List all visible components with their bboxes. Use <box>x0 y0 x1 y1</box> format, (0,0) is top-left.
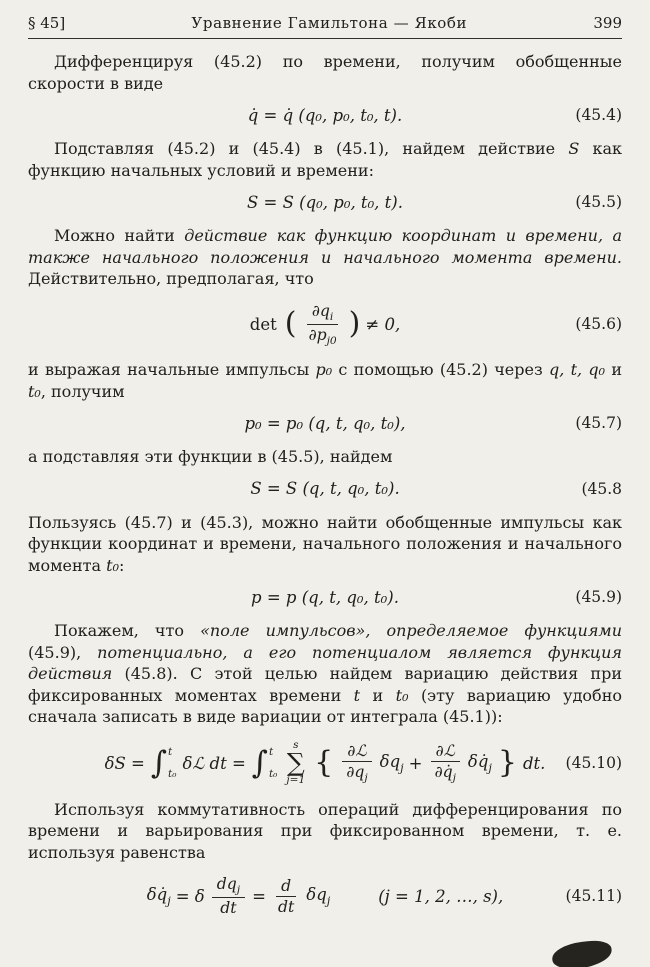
text-run: как функцию начальных условий и времени: <box>28 139 623 180</box>
equation-body <box>147 875 503 917</box>
paragraph-6 <box>28 512 622 577</box>
integral-symbol <box>151 745 177 781</box>
formula-text: dq <box>216 874 237 894</box>
text-run: «поле импульсов», определяемое функциями <box>200 621 622 641</box>
equation-number: (45.9) <box>575 588 622 607</box>
equation-45-5 <box>28 189 622 215</box>
paragraph-4 <box>28 359 622 402</box>
subscript: j <box>400 761 404 775</box>
formula-text: δS = <box>104 753 145 773</box>
paragraph-5 <box>28 446 622 468</box>
formula-text: ∂p <box>308 324 327 344</box>
formula-text: δq <box>306 885 327 905</box>
formula-text: S = S (q₀, p₀, t₀, t). <box>247 192 403 212</box>
equation-number: (45.4) <box>575 106 622 124</box>
fraction <box>273 877 299 916</box>
text-run: t₀ <box>106 555 119 575</box>
paragraph-8 <box>28 799 622 864</box>
fraction-denominator <box>341 762 372 784</box>
equation-body <box>248 106 403 125</box>
formula-text: ∂q̇ <box>434 761 453 781</box>
text-run: p₀ <box>315 360 333 380</box>
fraction-numerator: ∂ℒ <box>431 742 460 762</box>
formula-text: q̇ = q̇ (q₀, p₀, t₀, t). <box>247 105 403 125</box>
text-run: q, t, q₀ <box>549 360 606 380</box>
equation-45-10 <box>28 740 622 787</box>
upper-limit: t <box>168 746 173 759</box>
subscript: j <box>452 771 456 785</box>
equation-number: (45.11) <box>565 887 622 906</box>
fraction-denominator <box>429 762 460 784</box>
equation-number: (45.10) <box>565 754 622 773</box>
paragraph-3 <box>28 225 622 290</box>
text-run: потенциально, а его потенциалом является функция действия <box>28 642 622 684</box>
paragraph-1 <box>28 51 622 94</box>
equation-number: (45.8 <box>581 479 622 498</box>
formula-text: S = S (q, t, q₀, t₀). <box>250 479 400 499</box>
text-run: (эту вариацию удобно сначала записать в виде вариации от интеграла (45.1)): <box>28 685 622 727</box>
lower-limit: t₀ <box>168 768 177 781</box>
formula-text: p₀ = p₀ (q, t, q₀, t₀), <box>244 413 406 433</box>
subscript: i <box>329 309 334 323</box>
text-run: : <box>118 555 125 575</box>
integral-limits <box>269 745 277 781</box>
text-run: Можно найти <box>54 226 185 245</box>
text-run: и <box>605 360 623 380</box>
formula-text: ∂q <box>346 761 365 781</box>
equation-45-6 <box>28 302 622 348</box>
formula-term <box>468 752 492 774</box>
formula-text: δq̇ <box>146 885 168 905</box>
text-run: и выражая начальные импульсы <box>28 360 316 380</box>
formula-text: dt. <box>522 753 546 773</box>
formula-text: δℒ dt = <box>182 753 246 773</box>
lower-limit: t₀ <box>268 768 278 781</box>
left-brace: { <box>314 745 334 781</box>
equation-body <box>250 479 399 498</box>
upper-limit: t <box>268 746 274 759</box>
fraction <box>212 875 245 917</box>
formula-term <box>306 885 330 907</box>
index-condition: (j = 1, 2, …, s), <box>378 886 504 906</box>
paragraph-7 <box>28 620 622 728</box>
fraction-numerator <box>212 875 245 898</box>
fraction-numerator: d <box>276 877 296 897</box>
paragraph-2 <box>28 138 622 181</box>
equation-body <box>250 302 400 348</box>
text-run: Покажем, что <box>54 621 201 641</box>
fraction-denominator: dt <box>277 896 295 916</box>
fraction <box>429 742 460 784</box>
sum-symbol <box>286 740 305 787</box>
equation-body <box>251 588 399 607</box>
fraction <box>303 302 341 348</box>
formula-text: δq <box>379 752 401 772</box>
equation-number: (45.6) <box>575 315 622 334</box>
equation-45-7 <box>28 410 622 436</box>
equation-45-9 <box>28 584 622 610</box>
equals-sign: = <box>252 886 266 906</box>
equation-number: (45.5) <box>575 193 622 211</box>
subscript: j <box>326 894 331 908</box>
integral-glyph: ∫ <box>150 744 168 781</box>
text-run: Используя коммутативность операций дифференцирования по времени и варьирования при фиксированном времени, т. е. используя равенства <box>28 799 622 862</box>
scan-smudge-artifact <box>551 938 614 967</box>
sum-upper-limit: s <box>293 738 299 751</box>
text-run: t <box>353 685 361 705</box>
equation-body <box>105 740 546 787</box>
text-run: Дифференцируя (45.2) по времени, получим обобщенные скорости в виде <box>28 52 622 93</box>
equals-delta: = δ <box>175 886 205 906</box>
subscript: j <box>488 761 492 775</box>
equation-45-11 <box>28 875 622 917</box>
formula-text: δq̇ <box>467 752 489 772</box>
text-run: (45.9), <box>28 642 98 662</box>
subscript: j <box>364 771 368 785</box>
equation-body <box>247 193 403 212</box>
text-run: , получим <box>40 381 125 401</box>
plus-sign: + <box>408 753 423 773</box>
page-number: 399 <box>593 14 622 32</box>
det-operator: det <box>249 314 277 334</box>
right-brace: } <box>497 745 517 781</box>
fraction-denominator <box>303 325 341 347</box>
text-run: с помощью (45.2) через <box>332 360 549 380</box>
fraction-numerator <box>307 302 339 325</box>
equation-body <box>244 414 405 433</box>
left-paren: ( <box>284 306 297 342</box>
formula-text: ∂q <box>311 300 330 320</box>
right-paren: ) <box>348 306 361 342</box>
equation-45-8 <box>28 476 622 502</box>
fraction-numerator: ∂ℒ <box>342 742 371 762</box>
text-run: (45.8). С этой целью найдем вариацию действия при фиксированных моментах времени <box>28 664 622 705</box>
text-run: S <box>568 139 580 158</box>
integral-glyph: ∫ <box>251 744 268 781</box>
subscript: j <box>167 894 171 908</box>
formula-text: p = p (q, t, q₀, t₀). <box>251 587 399 607</box>
formula-term <box>380 752 404 774</box>
running-title: Уравнение Гамильтона — Якоби <box>191 14 468 32</box>
formula-term <box>147 885 171 907</box>
text-run: Подставляя (45.2) и (45.4) в (45.1), найдем действие <box>54 139 569 158</box>
formula-text: ≠ 0, <box>365 314 401 334</box>
text-run: t₀ <box>395 685 409 705</box>
text-run: и <box>360 685 396 705</box>
text-run: Действительно, предполагая, что <box>28 269 314 288</box>
subscript: j0 <box>326 334 337 347</box>
text-run: действие как функцию координат и времени, а также начального положения и начального момента времени. <box>28 226 622 267</box>
text-run: а подставляя эти функции в (45.5), найдем <box>28 447 393 467</box>
text-run: t₀ <box>28 381 41 401</box>
fraction <box>341 742 372 784</box>
page-header <box>28 14 622 39</box>
section-marker: § 45] <box>28 14 66 32</box>
fraction-denominator: dt <box>220 898 237 918</box>
sum-lower-limit: j=1 <box>286 774 306 787</box>
integral-limits <box>168 745 176 781</box>
sum-glyph: ∑ <box>286 748 305 778</box>
text-run: Пользуясь (45.7) и (45.3), можно найти обобщенные импульсы как функции координат и времени, начального положения и начального момента <box>28 512 622 575</box>
equation-number: (45.7) <box>575 414 622 433</box>
integral-symbol <box>252 745 278 781</box>
equation-45-4 <box>28 102 622 128</box>
subscript: j <box>236 883 241 897</box>
